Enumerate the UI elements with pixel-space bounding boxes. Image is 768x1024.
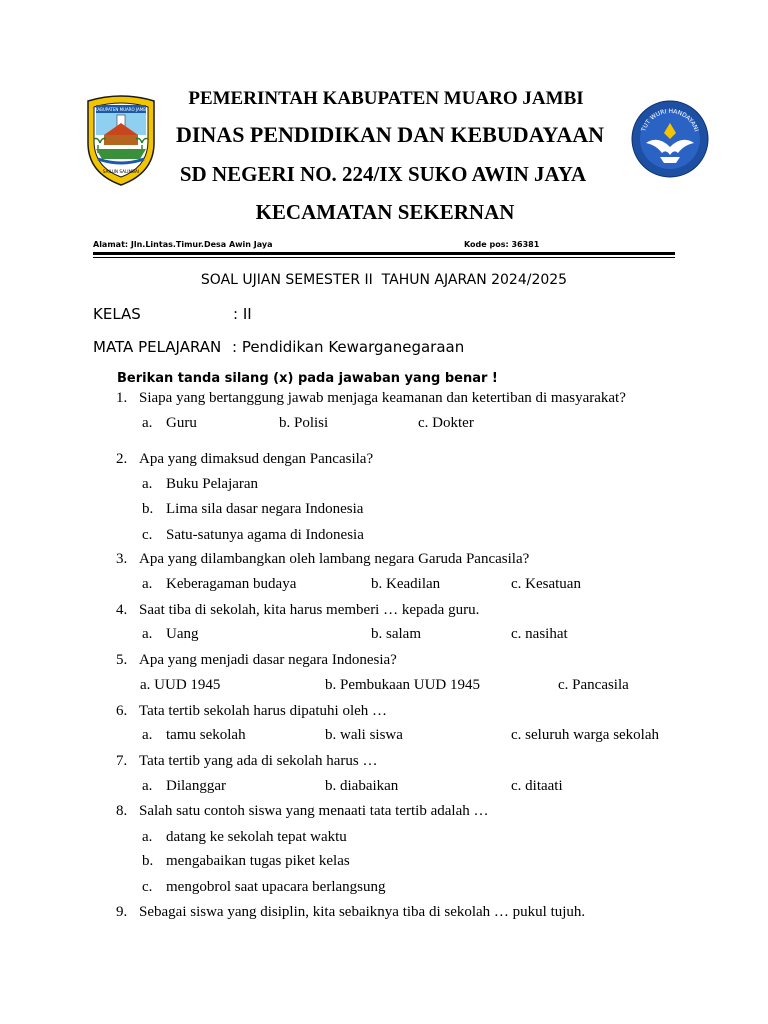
question-text: Salah satu contoh siswa yang menaati tata tertib adalah … (139, 803, 489, 819)
header-divider-thin (93, 257, 675, 258)
header-divider-thick (93, 252, 675, 255)
option-label: c. (142, 527, 153, 543)
question-text: Tata tertib yang ada di sekolah harus … (139, 753, 378, 769)
question-text: Sebagai siswa yang disiplin, kita sebaiknya tiba di sekolah … pukul tujuh. (139, 904, 586, 920)
question-number: 4. (116, 602, 128, 618)
question-number: 9. (116, 904, 128, 920)
option-a: a. UUD 1945 (140, 677, 221, 693)
question-number: 3. (116, 551, 128, 567)
emblem-top-text: KABUPATEN MUARO JAMBI (94, 107, 148, 112)
question-number: 7. (116, 753, 128, 769)
option-b: b. Keadilan (371, 576, 441, 592)
option-label: a. (142, 778, 153, 794)
question-text: Apa yang dilambangkan oleh lambang negara Garuda Pancasila? (139, 551, 530, 567)
question-text: Siapa yang bertanggung jawab menjaga keamanan dan ketertiban di masyarakat? (139, 390, 626, 406)
option-label: a. (142, 626, 153, 642)
option-b: b. Pembukaan UUD 1945 (325, 677, 480, 693)
option-b: mengabaikan tugas piket kelas (166, 853, 350, 869)
option-label: a. (142, 576, 153, 592)
question-number: 5. (116, 652, 128, 668)
option-c: c. ditaati (511, 778, 563, 794)
option-a: Keberagaman budaya (166, 576, 297, 592)
school-address: Alamat: Jln.Lintas.Timur.Desa Awin Jaya (93, 240, 273, 249)
question-number: 2. (116, 451, 128, 467)
option-b: b. diabaikan (325, 778, 399, 794)
option-label: a. (142, 829, 153, 845)
option-a: Uang (166, 626, 199, 642)
option-a: Guru (166, 415, 197, 431)
option-b: b. wali siswa (325, 727, 403, 743)
option-b: b. Polisi (279, 415, 329, 431)
option-a: tamu sekolah (166, 727, 246, 743)
class-value: : II (233, 305, 252, 323)
option-c: c. nasihat (511, 626, 568, 642)
question-text: Saat tiba di sekolah, kita harus memberi … kepada guru. (139, 602, 480, 618)
option-c: c. Pancasila (558, 677, 629, 693)
header-district: KECAMATAN SEKERNAN (255, 200, 515, 224)
option-label: a. (142, 415, 153, 431)
postal-code: Kode pos: 36381 (464, 240, 540, 249)
subject-label: MATA PELAJARAN (93, 338, 222, 356)
exam-title: SOAL UJIAN SEMESTER II TAHUN AJARAN 2024/2025 (200, 272, 568, 288)
option-label: c. (142, 879, 153, 895)
option-c: Satu-satunya agama di Indonesia (166, 527, 364, 543)
question-number: 6. (116, 703, 128, 719)
logo-motto-text: TUT WURI HANDAYANI (640, 107, 700, 133)
option-c: c. Kesatuan (511, 576, 581, 592)
emblem-motto-text: SAILUN SALIMBAI (102, 169, 140, 174)
option-label: b. (142, 501, 154, 517)
instruction-text: Berikan tanda silang (x) pada jawaban yang benar ! (117, 371, 498, 386)
option-label: a. (142, 476, 153, 492)
option-c: c. seluruh warga sekolah (511, 727, 660, 743)
option-label: b. (142, 853, 154, 869)
option-label: a. (142, 727, 153, 743)
header-government: PEMERINTAH KABUPATEN MUARO JAMBI (188, 88, 584, 109)
header-school: SD NEGERI NO. 224/IX SUKO AWIN JAYA (179, 162, 587, 186)
option-c: mengobrol saat upacara berlangsung (166, 879, 386, 895)
header-department: DINAS PENDIDIKAN DAN KEBUDAYAAN (175, 122, 605, 147)
question-text: Apa yang dimaksud dengan Pancasila? (139, 451, 374, 467)
subject-value: : Pendidikan Kewarganegaraan (232, 338, 465, 356)
question-text: Tata tertib sekolah harus dipatuhi oleh … (139, 703, 388, 719)
option-a: Dilanggar (166, 778, 226, 794)
option-b: b. salam (371, 626, 421, 642)
option-c: c. Dokter (418, 415, 474, 431)
option-a: datang ke sekolah tepat waktu (166, 829, 347, 845)
class-label: KELAS (93, 305, 141, 323)
option-b: Lima sila dasar negara Indonesia (166, 501, 364, 517)
question-number: 8. (116, 803, 128, 819)
question-text: Apa yang menjadi dasar negara Indonesia? (139, 652, 397, 668)
question-number: 1. (116, 390, 128, 406)
option-a: Buku Pelajaran (166, 476, 259, 492)
